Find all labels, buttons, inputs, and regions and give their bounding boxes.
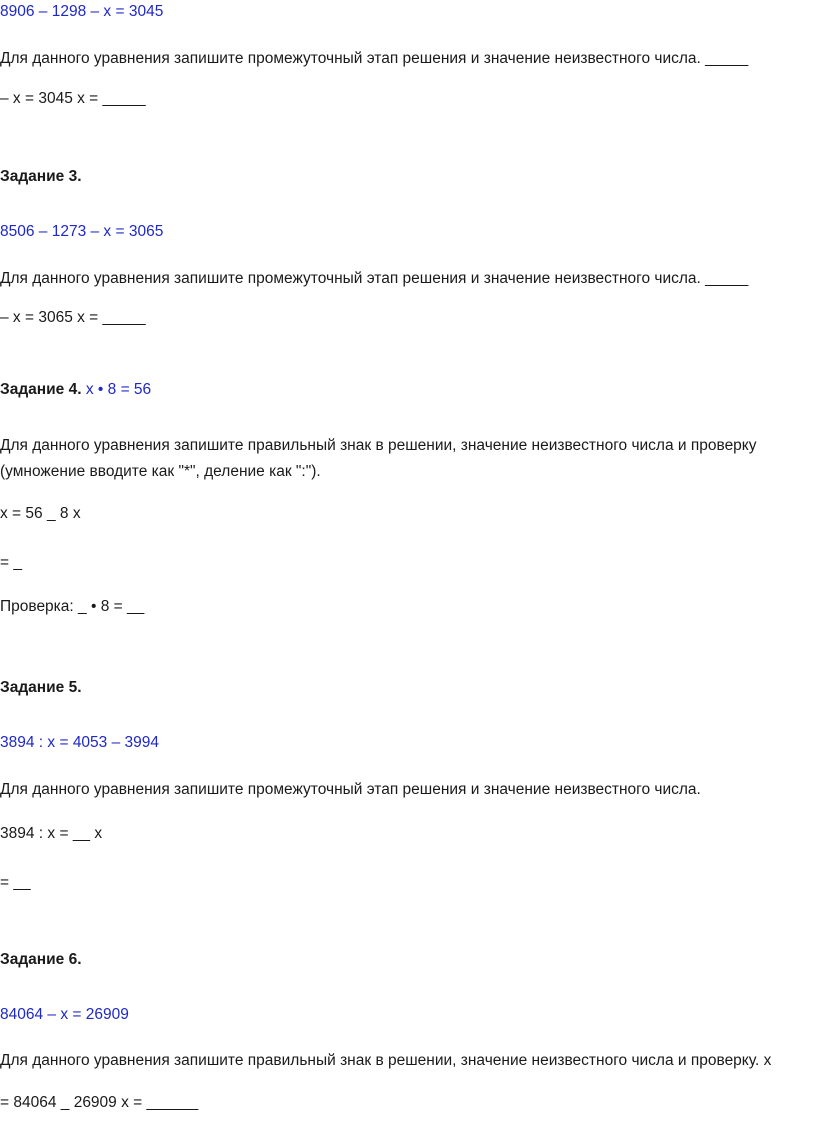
answer-line: = _ [0,554,22,571]
answer-line: = __ [0,874,31,891]
equation-line: 8506 – 1273 – x = 3065 [0,223,164,240]
equation-inline: x • 8 = 56 [85,381,152,398]
instruction-line: Для данного уравнения запишите промежуточный этап решения и значение неизвестного числа. [0,781,701,798]
instruction-line: Для данного уравнения запишите правильный знак в решении, значение неизвестного числа и проверку [0,437,757,454]
check-line: Проверка: _ • 8 = __ [0,598,145,615]
answer-line: 3894 : x = __ x [0,825,103,842]
equation-line: 84064 – x = 26909 [0,1006,129,1023]
task-heading: Задание 5. [0,679,82,696]
task-heading: Задание 3. [0,168,82,185]
task-heading: Задание 4. [0,381,82,398]
task-heading: Задание 6. [0,951,82,968]
task-heading-row [0,380,151,400]
answer-line: x = 56 _ 8 x [0,505,81,522]
equation-line: 3894 : x = 4053 – 3994 [0,734,160,751]
answer-line: – x = 3065 x = _____ [0,309,146,326]
instruction-line: Для данного уравнения запишите промежуточный этап решения и значение неизвестного числа. _____ [0,50,749,67]
answer-line: = 84064 _ 26909 x = ______ [0,1094,199,1111]
instruction-line: (умножение вводите как "*", деление как ":"). [0,463,321,480]
answer-line: – x = 3045 x = _____ [0,90,146,107]
equation-line: 8906 – 1298 – x = 3045 [0,3,164,20]
instruction-line: Для данного уравнения запишите промежуточный этап решения и значение неизвестного числа. _____ [0,270,749,287]
instruction-line: Для данного уравнения запишите правильный знак в решении, значение неизвестного числа и проверку. x [0,1052,772,1069]
